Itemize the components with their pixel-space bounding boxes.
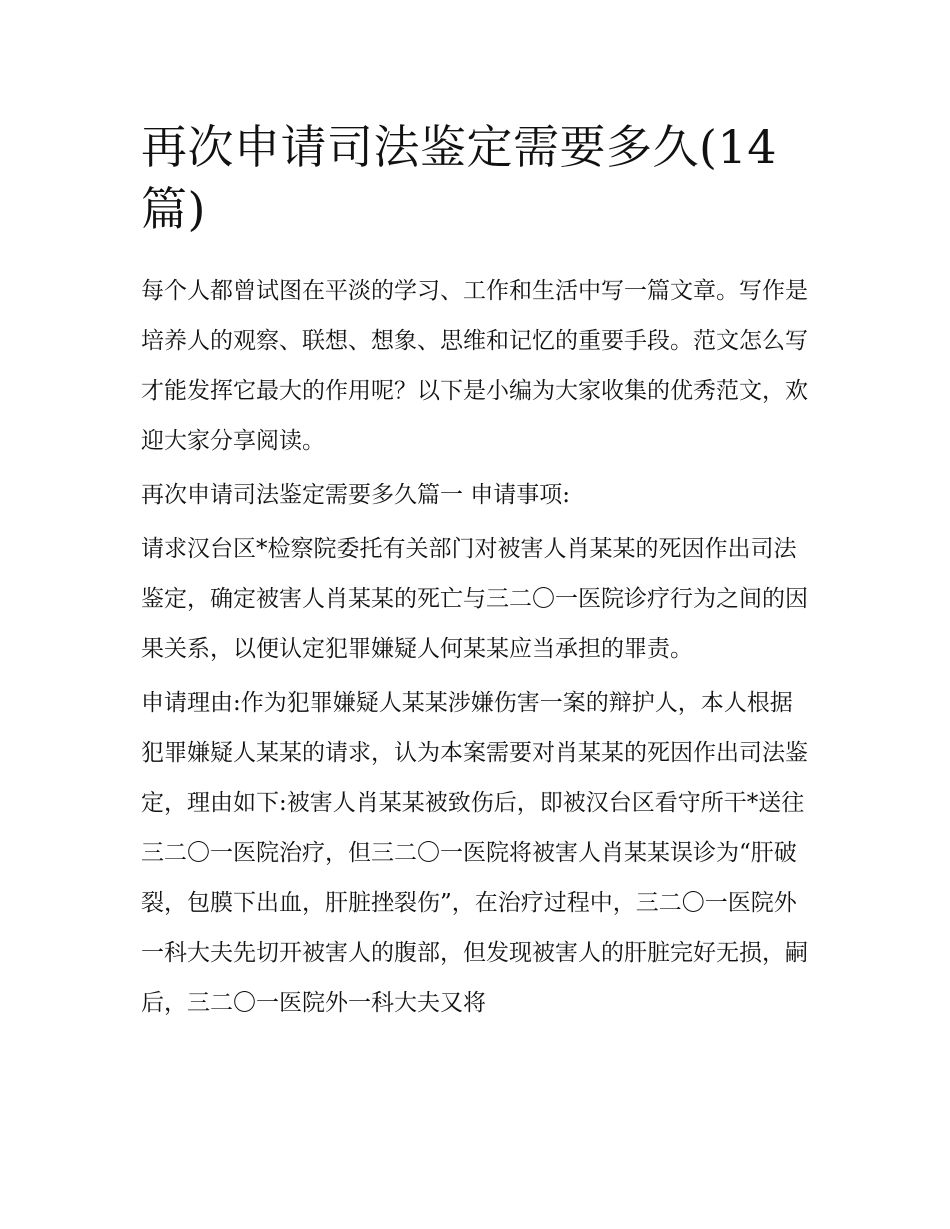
intro-paragraph: 每个人都曾试图在平淡的学习、工作和生活中写一篇文章。写作是培养人的观察、联想、想象、思维和记忆的重要手段。范文怎么写才能发挥它最大的作用呢？以下是小编为大家收集的优秀范文，欢迎大家分享阅读。 [141, 278, 808, 454]
section-heading-paragraph: 再次申请司法鉴定需要多久篇一 申请事项: [141, 482, 571, 508]
reason-paragraph: 申请理由:作为犯罪嫌疑人某某涉嫌伤害一案的辩护人，本人根据犯罪嫌疑人某某的请求，认为本案需要对肖某某的死因作出司法鉴定，理由如下:被害人肖某某被致伤后，即被汉台区看守所干*送往三二〇一医院治疗，但三二〇一医院将被害人肖某某误诊为“肝破裂，包膜下出血，肝脏挫裂伤”，在治疗过程中，三二〇一医院外一科大夫先切开被害人的腹部，但发现被害人的肝脏完好无损，嗣后，三二〇一医院外一科大夫又将 [141, 690, 808, 1016]
request-paragraph: 请求汉台区*检察院委托有关部门对被害人肖某某的死因作出司法鉴定，确定被害人肖某某的死亡与三二〇一医院诊疗行为之间的因果关系，以便认定犯罪嫌疑人何某某应当承担的罪责。 [141, 536, 808, 662]
document-title: 再次申请司法鉴定需要多久(14篇) [141, 120, 777, 236]
document-page [141, 0, 813, 1028]
